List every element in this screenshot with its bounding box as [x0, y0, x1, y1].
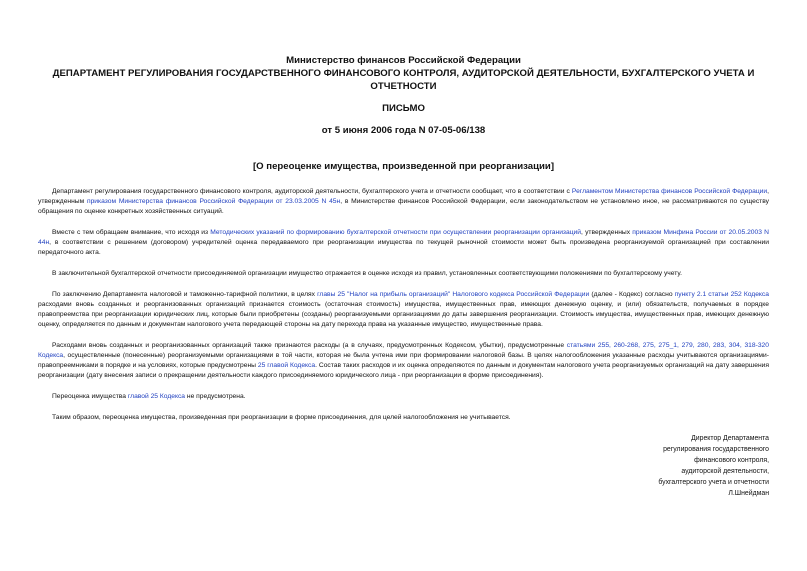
link-chapter-25[interactable]: 25 главой Кодекса [257, 362, 316, 369]
paragraph-3 [38, 269, 769, 279]
signature-line: финансового контроля, [694, 457, 769, 464]
text: , утвержденным [38, 188, 769, 205]
doc-type: ПИСЬМО [382, 103, 425, 114]
link-order-45n[interactable]: приказом Министерства финансов Российской Федерации от 23.03.2005 N 45н [86, 198, 341, 205]
paragraph-5 [38, 341, 769, 381]
text: По заключению Департамента налоговой и таможенно-тарифной политики, в целях [52, 291, 318, 298]
signature-line: регулирования государственного [663, 446, 769, 453]
text: не предусмотрена. [185, 393, 246, 400]
link-order-44n[interactable]: приказом Минфина России от 20.05.2003 N 44н [38, 229, 769, 246]
text: , в соответствии с решением (договором) учредителей оценка передаваемого при реорганизации имущества по текущей рыночной стоимости может быть произведена реорганизуемой организацией при составлении передаточного акта. [38, 239, 769, 256]
link-article-252[interactable]: пункту 2.1 статьи 252 Кодекса [674, 291, 769, 298]
text: Переоценка имущества [52, 393, 128, 400]
link-chapter-25-tax-code[interactable]: главы 25 "Налог на прибыль организаций" Налогового кодекса Российской Федерации [317, 291, 590, 298]
ministry-name: Министерство финансов Российской Федерации [286, 55, 521, 66]
department-name: ДЕПАРТАМЕНТ РЕГУЛИРОВАНИЯ ГОСУДАРСТВЕННОГО ФИНАНСОВОГО КОНТРОЛЯ, АУДИТОРСКОЙ ДЕЯТЕЛЬНОСТИ, БУХГАЛТЕРСКОГО УЧЕТА И ОТЧЕТНОСТИ [52, 68, 755, 92]
letter-body [38, 187, 769, 423]
paragraph-7 [38, 413, 769, 423]
signature-block [658, 433, 769, 499]
signature-line: Директор Департамента [691, 435, 769, 442]
text: . Состав таких расходов и их оценка определяются по данным и документам налогового учета реорганизуемых организаций на дату завершения реорганизации (дату внесения записи о прекращении деятельности каждого присоединяемого юридического лица - при реорганизации в форме присоединения). [38, 362, 769, 379]
paragraph-1 [38, 187, 769, 217]
paragraph-2 [38, 228, 769, 258]
text: Вместе с тем обращаем внимание, что исходя из [52, 229, 211, 236]
signature-line: аудиторской деятельности, [681, 468, 769, 475]
paragraph-6 [38, 392, 769, 402]
signatory-name: Л.Шнейдман [728, 490, 769, 497]
text: расходами вновь созданных и реорганизованных организаций признается стоимость (остаточная стоимость) имущества, имущественных прав, имеющих денежную оценку, и (или) обязательств, получаемых в порядке правопреемства при реорганизации юридических лиц, которые были приобретены (созданы) реорганизуемыми организациями до даты завершения реорганизации. Стоимость имущества, имущественных прав, имеющих денежную оценку, определяется по данным и документам налогового учета передающей стороны на дату перехода права на указанные имущество, имущественные права. [38, 301, 769, 328]
link-methodical-guidelines[interactable]: Методических указаний по формированию бухгалтерской отчетности при осуществлении реорганизации организаций [210, 229, 582, 236]
doc-date-number: от 5 июня 2006 года N 07-05-06/138 [321, 125, 486, 136]
text: Департамент регулирования государственного финансового контроля, аудиторской деятельности, бухгалтерского учета и отчетности сообщает, что в соответствии с [52, 188, 572, 195]
text: (далее - Кодекс) согласно [589, 291, 675, 298]
doc-subject: [О переоценке имущества, произведенной при реорганизации] [252, 161, 555, 172]
text: Таким образом, переоценка имущества, произведенная при реорганизации в форме присоединения, для целей налогообложения не учитывается. [52, 414, 511, 421]
link-chapter-25-code[interactable]: главой 25 Кодекса [127, 393, 186, 400]
text: , осуществленные (понесенные) реорганизуемыми организациями в той части, которая не была учтена ими при формировании налоговой базы. В целях налогообложения указанные расходы учитываются организациями-правопреемниками в порядке и на условиях, которые предусмотрены [38, 352, 769, 369]
text: В заключительной бухгалтерской отчетности присоединяемой организации имущество отражается в оценке исходя из правил, установленных соответствующими положениями по бухгалтерскому учету. [52, 270, 682, 277]
text: Расходами вновь созданных и реорганизованных организаций также признаются расходы (а в случаях, предусмотренных Кодексом, убытки), предусмотренные [52, 342, 567, 349]
text: , в Министерстве финансов Российской Федерации, если законодательством не установлено иное, не рассматриваются по существу обращения по оценке конкретных хозяйственных ситуаций. [38, 198, 769, 215]
link-articles-list[interactable]: статьями 255, 260-268, 275, 275_1, 279, 280, 283, 304, 318-320 Кодекса [38, 342, 769, 359]
link-reglament[interactable]: Регламентом Министерства финансов Российской Федерации [571, 188, 768, 195]
signature-line: бухгалтерского учета и отчетности [658, 479, 769, 486]
paragraph-4 [38, 290, 769, 330]
text: , утвержденных [581, 229, 633, 236]
